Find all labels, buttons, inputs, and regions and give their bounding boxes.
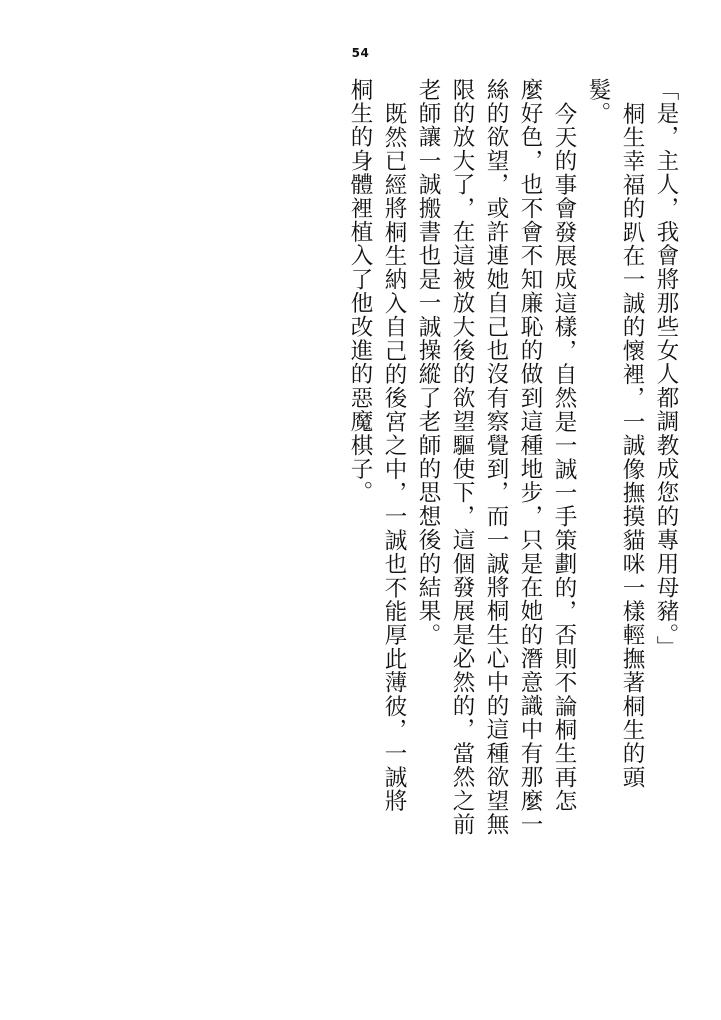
text-column: 髮。 [585, 78, 611, 126]
text-column: 桐生的身體裡植入了他改進的惡魔棋子。 [347, 78, 373, 505]
text-column: 今天的事會發展成這樣，自然是一誠一手策劃的，否則不論桐生再怎 [551, 102, 577, 813]
text-column: 絲的欲望，或許連她自己也沒有察覺到，而一誠將桐生心中的這種欲望無 [483, 78, 509, 837]
text-column: 限的放大了，在這被放大後的欲望驅使下，這個發展是必然的，當然之前 [449, 78, 475, 837]
page-number: 54 [351, 46, 370, 60]
text-column: 老師讓一誠搬書也是一誠操縱了老師的思想後的結果。 [415, 78, 441, 647]
text-column: 「是，主人，我會將那些女人都調教成您的專用母豬。」 [653, 78, 679, 660]
text-column: 麼好色，也不會不知廉恥的做到這種地步，只是在她的潛意識中有那麼一 [517, 78, 543, 837]
text-column: 桐生幸福的趴在一誠的懷裡，一誠像撫摸貓咪一樣輕撫著桐生的頭 [619, 102, 645, 790]
text-column: 既然已經將桐生納入自己的後宮之中，一誠也不能厚此薄彼，一誠將 [381, 102, 407, 813]
body-text [60, 78, 677, 958]
